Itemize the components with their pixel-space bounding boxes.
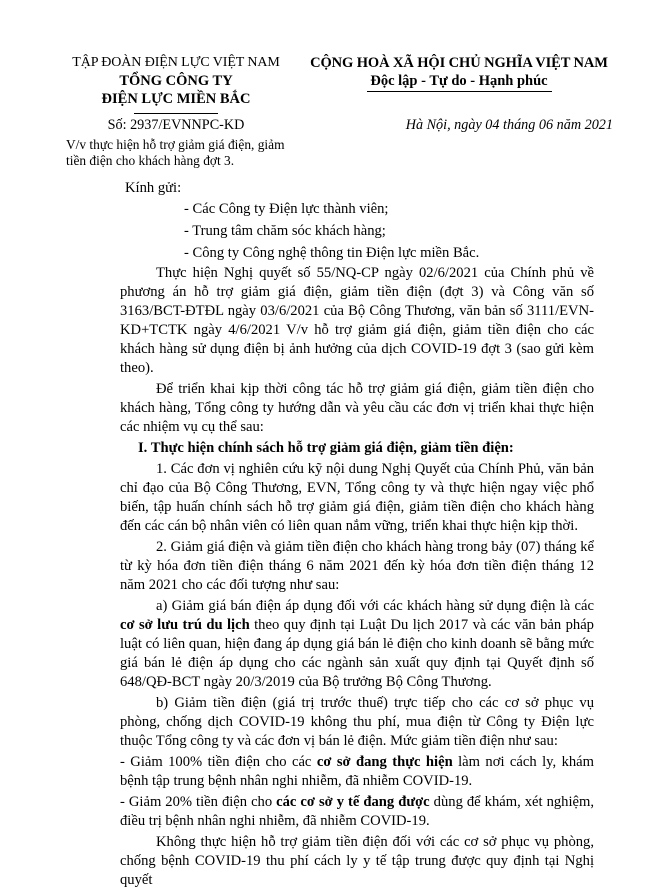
issuer-parent: TẬP ĐOÀN ĐIỆN LỰC VIỆT NAM xyxy=(72,55,280,70)
motto: Độc lập - Tự do - Hạnh phúc xyxy=(370,73,548,89)
paragraph-bullet-2: - Giảm 20% tiền điện cho các cơ sở y tế đang được dùng để khám, xét nghiệm, điều trị bệnh nhân nghi nhiễm, đã nhiễm COVID-19. xyxy=(120,794,594,829)
issuer-underline xyxy=(134,113,218,114)
emphasis-text: cơ sở đang thực hiện xyxy=(316,754,453,770)
paragraph-item-2b: b) Giảm tiền điện (giá trị trước thuế) trực tiếp cho các cơ sở phục vụ phòng, chống dịch COVID-19 không thu phí, mua điện từ Công ty Điện lực thuộc Tổng công ty và các đơn vị bán lẻ điện. Mức giảm tiền điện như sau: xyxy=(120,695,594,749)
recipient-item: - Trung tâm chăm sóc khách hàng; xyxy=(184,223,386,239)
paragraph-bullet-1: - Giảm 100% tiền điện cho các cơ sở đang thực hiện làm nơi cách ly, khám bệnh tập trung bệnh nhân nghi nhiễm, đã nhiễm COVID-19. xyxy=(120,754,594,789)
document-date: Hà Nội, ngày 04 tháng 06 năm 2021 xyxy=(405,117,613,133)
paragraph-item-2: 2. Giảm giá điện và giảm tiền điện cho khách hàng trong bảy (07) tháng kể từ kỳ hóa đơn tiền điện tháng 6 năm 2021 đến kỳ hóa đơn tiền điện tháng 12 năm 2021 cho các đối tượng như sau: xyxy=(120,539,594,593)
paragraph-item-1: 1. Các đơn vị nghiên cứu kỹ nội dung Nghị Quyết của Chính Phủ, văn bản chỉ đạo của Bộ Công Thương, EVN, Tổng công ty và thực hiện ngay việc phổ biến, tập huấn chính sách hỗ trợ giảm giá điện, giảm tiền điện cho khách hàng đến các cán bộ nhân viên có liên quan nắm vững, triển khai thực hiện kịp thời. xyxy=(120,461,594,534)
paragraph-basis: Thực hiện Nghị quyết số 55/NQ-CP ngày 02/6/2021 của Chính phủ về phương án hỗ trợ giảm giá điện, giảm tiền điện (đợt 3) và Công văn số 3163/BCT-ĐTĐL ngày 03/6/2021 của Bộ Công Thương, văn bản số 3111/EVN-KD+TCTK ngày 4/6/2021 V/v hỗ trợ giảm giá điện, giảm tiền điện cho các khách hàng sử dụng điện bị ảnh hưởng của dịch COVID-19 đợt 3 (sao gửi kèm theo). xyxy=(120,265,594,376)
paragraph-intro: Để triển khai kịp thời công tác hỗ trợ giảm giá điện, giảm tiền điện cho khách hàng, Tổng công ty hướng dẫn và yêu cầu các đơn vị triển khai thực hiện các nhiệm vụ cụ thể sau: xyxy=(120,381,594,435)
recipient-item: - Các Công ty Điện lực thành viên; xyxy=(184,201,389,217)
national-motto-block xyxy=(302,54,616,92)
issuer-name-line2: ĐIỆN LỰC MIỀN BẮC xyxy=(101,91,251,107)
document-subject: V/v thực hiện hỗ trợ giảm giá điện, giảm tiền điện cho khách hàng đợt 3. xyxy=(66,137,285,168)
country-name: CỘNG HOÀ XÃ HỘI CHỦ NGHĨA VIỆT NAM xyxy=(310,55,608,71)
motto-underline xyxy=(367,91,552,92)
emphasis-text: các cơ sở y tế đang được xyxy=(276,794,430,810)
recipient-list xyxy=(184,198,479,264)
issuer-block xyxy=(50,54,302,114)
paragraph-exclusion: Không thực hiện hỗ trợ giảm tiền điện đối với các cơ sở phục vụ phòng, chống bệnh COVID-19 thu phí cách ly y tế tập trung được quy định tại Nghị quyết xyxy=(120,834,594,888)
section-heading-1: I. Thực hiện chính sách hỗ trợ giảm giá điện, giảm tiền điện: xyxy=(138,440,514,456)
recipient-item: - Công ty Công nghệ thông tin Điện lực miền Bắc. xyxy=(184,245,480,261)
emphasis-text: cơ sở lưu trú du lịch xyxy=(120,617,250,633)
issuer-name-line1: TỔNG CÔNG TY xyxy=(119,73,233,89)
document-number: Số: 2937/EVNNPC-KD xyxy=(107,117,245,133)
greeting: Kính gửi: xyxy=(125,180,182,196)
document-body xyxy=(120,264,594,892)
paragraph-item-2a: a) Giảm giá bán điện áp dụng đối với các khách hàng sử dụng điện là các cơ sở lưu trú du lịch theo quy định tại Luật Du lịch 2017 và các văn bản pháp luật có liên quan, hiện đang áp dụng giá bán lẻ điện cho kinh doanh sẽ bằng mức giá bán lẻ điện áp dụng cho các ngành sản xuất quy định tại Quyết định số 648/QĐ-BCT ngày 20/3/2019 của Bộ trưởng Bộ Công Thương. xyxy=(120,598,594,690)
